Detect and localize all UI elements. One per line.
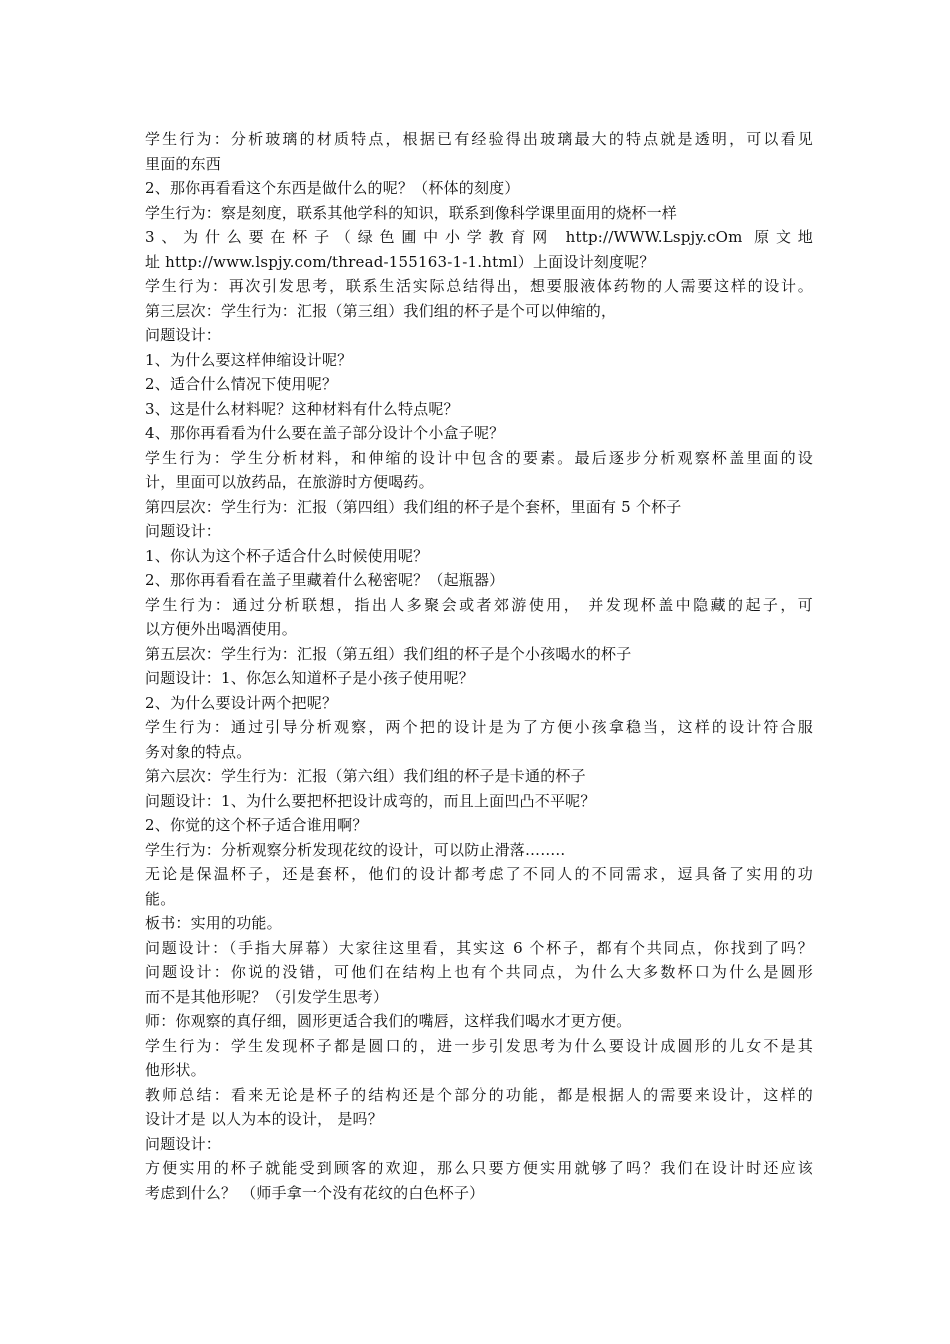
text-line-6: 址 http://www.lspjy.com/thread-155163-1-1.html）上面设计刻度呢？ [145,252,655,271]
text-line-10: 1、为什么要这样伸缩设计呢？ [145,350,353,369]
text-line-21: 以方便外出喝酒使用。 [145,620,298,638]
text-line-33: 板书：实用的功能。 [145,914,282,932]
text-line-44: 考虑到什么？ （师手拿一个没有花纹的白色杯子） [145,1183,485,1202]
text-line-13: 4、那你再看看为什么要在盖子部分设计个小盒子呢？ [145,424,505,442]
text-line-9: 问题设计： [145,326,222,344]
text-line-23: 问题设计：1、你怎么知道杯子是小孩子使用呢？ [145,669,474,687]
text-line-25: 学生行为：通过引导分析观察，两个把的设计是为了方便小孩拿稳当，这样的设计符合服 [145,718,813,736]
text-line-14: 学生行为：学生分析材料，和伸缩的设计中包含的要素。最后逐步分析观察杯盖里面的设 [145,448,813,467]
text-line-34: 问题设计：（手指大屏幕）大家往这里看，其实这 6 个杯子，都有个共同点，你找到了吗？ [145,938,813,957]
text-line-17: 问题设计： [145,522,222,540]
text-line-27: 第六层次：学生行为：汇报（第六组）我们组的杯子是卡通的杯子 [145,767,586,785]
text-line-26: 务对象的特点。 [145,742,252,761]
text-line-42: 问题设计： [145,1134,222,1153]
text-line-32: 能。 [145,889,176,908]
text-line-39: 他形状。 [145,1061,206,1079]
text-line-3: 2、那你再看看这个东西是做什么的呢？（杯体的刻度） [145,179,520,197]
text-line-36: 而不是其他形呢？（引发学生思考） [145,987,389,1006]
text-line-16: 第四层次：学生行为：汇报（第四组）我们组的杯子是个套杯，里面有 5 个杯子 [145,497,682,516]
text-line-30: 学生行为：分析观察分析发现花纹的设计，可以防止滑落…….. [145,840,566,859]
text-line-37: 师：你观察的真仔细，圆形更适合我们的嘴唇，这样我们喝水才更方便。 [145,1012,632,1030]
text-line-8: 第三层次：学生行为：汇报（第三组）我们组的杯子是个可以伸缩的， [145,301,617,320]
text-line-41: 设计才是 以人为本的设计， 是吗？ [145,1110,383,1128]
text-line-11: 2、适合什么情况下使用呢？ [145,375,338,393]
text-line-22: 第五层次：学生行为：汇报（第五组）我们组的杯子是个小孩喝水的杯子 [145,644,632,663]
text-line-12: 3、这是什么材料呢？这种材料有什么特点呢？ [145,399,459,418]
text-line-7: 学生行为：再次引发思考，联系生活实际总结得出，想要服液体药物的人需要这样的设计。 [145,277,813,295]
text-line-38: 学生行为：学生发现杯子都是圆口的，进一步引发思考为什么要设计成圆形的儿女不是其 [145,1036,813,1055]
text-line-2: 里面的东西 [145,154,222,173]
text-line-18: 1、你认为这个杯子适合什么时候使用呢？ [145,546,429,565]
text-line-19: 2、那你再看看在盖子里藏着什么秘密呢？（起瓶器） [145,571,505,589]
text-line-5: 3、为什么要在杯子（绿色圃中小学教育网 http://WWW.Lspjy.cOm 原文地 [145,228,813,246]
text-line-43: 方便实用的杯子就能受到顾客的欢迎，那么只要方便实用就够了吗？我们在设计时还应该 [145,1159,813,1177]
text-line-31: 无论是保温杯子，还是套杯，他们的设计都考虑了不同人的不同需求，逗具备了实用的功 [145,865,813,883]
text-line-35: 问题设计：你说的没错，可他们在结构上也有个共同点，为什么大多数杯口为什么是圆形 [145,963,813,981]
text-line-15: 计，里面可以放药品，在旅游时方便喝药。 [145,473,434,491]
text-line-24: 2、为什么要设计两个把呢？ [145,693,338,712]
text-line-29: 2、你觉的这个杯子适合谁用啊？ [145,816,368,834]
document-page [145,127,813,1205]
text-line-40: 教师总结：看来无论是杯子的结构还是个部分的功能，都是根据人的需要来设计，这样的 [145,1085,813,1104]
text-line-4: 学生行为：察是刻度，联系其他学科的知识，联系到像科学课里面用的烧杯一样 [145,203,678,222]
text-line-20: 学生行为：通过分析联想，指出人多聚会或者郊游使用， 并发现杯盖中隐藏的起子，可 [145,595,813,614]
text-line-1: 学生行为：分析玻璃的材质特点，根据已有经验得出玻璃最大的特点就是透明，可以看见 [145,130,813,148]
text-line-28: 问题设计：1、为什么要把杯把设计成弯的，而且上面凹凸不平呢？ [145,791,596,810]
